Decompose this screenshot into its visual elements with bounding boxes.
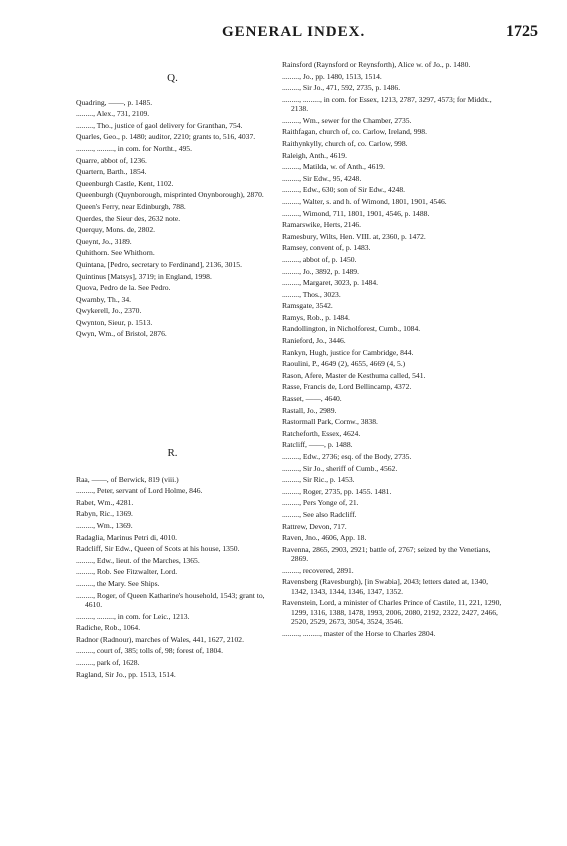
index-entry: Queen's Ferry, near Edinburgh, 788. [76,201,186,211]
index-entry: Rankyn, Hugh, justice for Cambridge, 844. [282,347,414,357]
left-column [76,60,269,681]
index-entry: Qwykerell, Jo., 2370. [76,306,142,316]
page-number: 1725 [506,23,538,40]
index-entry: ........., Wm., 1369. [76,521,133,531]
index-entry: Qwarnby, Th., 34. [76,294,132,304]
index-entry: Ramsey, convent of, p. 1483. [282,243,371,253]
index-entry: Radnor (Radnour), marches of Wales, 441, 1627, 2102. [76,634,244,644]
index-entry: ........., Sir Jo., sheriff of Cumb., 4562. [282,463,398,473]
index-entry: ........., Peter, servant of Lord Holme, 846. [76,486,203,496]
index-entry: Rastall, Jo., 2989. [282,405,337,415]
index-entry: Queynt, Jo., 3189. [76,236,132,246]
entry-list-q [76,98,269,339]
entry-list-right [282,60,502,638]
index-entry: Raoulini, P., 4649 (2), 4655, 4669 (4, 5.) [282,359,406,369]
index-entry: Ragland, Sir Jo., pp. 1513, 1514. [76,669,176,679]
index-entry: Quova, Pedro de la. See Pedro. [76,283,171,293]
index-entry: Ramarswike, Herts, 2146. [282,220,362,230]
index-entry: Rattrew, Devon, 717. [282,521,347,531]
index-entry: Rabet, Wm., 4281. [76,497,134,507]
page-title: GENERAL INDEX. [222,24,366,40]
index-entry: Quartern, Barth., 1854. [76,167,147,177]
index-entry: Qwyn, Wm., of Bristol, 2876. [76,329,167,339]
index-entry: Raleigh, Anth., 4619. [282,150,347,160]
index-entry: Ravensberg (Ravesburgh), [in Swabia], 2043; letters dated at, 1340, 1342, 1343, 1344, 1346, 1347, 1352. [282,577,488,596]
index-entry: Radiche, Rob., 1064. [76,623,141,633]
index-entry: ........., recovered, 2891. [282,565,354,575]
page-header [0,24,567,44]
index-entry: Quarles, Geo., p. 1480; auditor, 2210; grants to, 516, 4037. [76,132,256,142]
index-entry: Raithynkylly, church of, co. Carlow, 998. [282,138,408,148]
section-heading-r: R. [167,447,178,460]
index-entry: Qwynton, Sieur, p. 1513. [76,317,153,327]
index-entry: ........., ........., in com. for Essex, 1213, 2787, 3297, 4573; for Middx., 2138. [282,94,492,114]
index-entry: ........., Rob. See Fitzwalter, Lord. [76,567,178,577]
index-entry: ........., Sir Ric., p. 1453. [282,475,355,485]
index-entry: ........., ........., in com. for Northt., 495. [76,143,193,153]
index-entry: Raa, ——, of Berwick, 819 (viii.) [76,474,179,484]
index-entry: ........., ........., master of the Horse to Charles 2804. [282,628,436,638]
index-entry: ........., Jo., 3892, p. 1489. [282,266,359,276]
index-entry: ........., Edw., lieut. of the Marches, 1365. [76,555,200,565]
index-entry: Radaglia, Marinus Petri di, 4010. [76,532,178,542]
index-entry: Ramys, Rob., p. 1484. [282,312,350,322]
index-entry: Radcliff, Sir Edw., Queen of Scots at his house, 1350. [76,544,240,554]
index-entry: Queenburgh Castle, Kent, 1102. [76,178,174,188]
index-entry: Raven, Jno., 4606, App. 18. [282,533,367,543]
index-entry: ........., Wm., sewer for the Chamber, 2735. [282,115,412,125]
index-entry: Rabyn, Ric., 1369. [76,509,133,519]
index-entry: Ravenna, 2865, 2903, 2921; battle of, 2767; seized by the Venetians, 2869. [282,544,491,564]
index-entry: ........., Tho., justice of gaol delivery for Granthan, 754. [76,120,243,130]
index-entry: ........., See also Radcliff. [282,509,357,519]
index-entry: Raithfagan, church of, co. Carlow, Ireland, 998. [282,127,428,137]
index-entry: ........., Sir Edw., 95, 4248. [282,173,362,183]
index-entry: ........., ........., in com. for Leic., 1213. [76,611,190,621]
index-entry: Quintinus [Matsys], 3719; in England, 1998. [76,271,212,281]
index-entry: Ramsgate, 3542. [282,301,333,311]
index-entry: ........., Edw., 2736; esq. of the Body, 2735. [282,452,412,461]
index-entry: ........., Sir Jo., 471, 592, 2735, p. 1486. [282,83,401,93]
index-entry: ........., park of, 1628. [76,657,140,667]
index-entry: ........., Jo., pp. 1480, 1513, 1514. [282,71,382,81]
index-entry: Ratcliff, ——, p. 1488. [282,440,353,450]
index-entry: ........., Pers Yonge of, 21. [282,498,359,508]
index-entry: Querdes, the Sieur des, 2632 note. [76,213,181,223]
index-entry: Rasse, Francis de, Lord Bellincamp, 4372. [282,382,412,392]
index-entry: Quadring, ——, p. 1485. [76,97,153,107]
index-entry: ........., abbot of, p. 1450. [282,254,357,264]
index-entry: ........., Margaret, 3023, p. 1484. [282,278,379,288]
index-entry: Ranieford, Jo., 3446. [282,336,346,346]
section-heading-q: Q. [167,72,178,84]
index-entry: ........., the Mary. See Ships. [76,579,160,588]
index-entry: ........., Roger, 2735, pp. 1455. 1481. [282,486,392,496]
index-entry: Rasset, ——, 4640. [282,394,342,404]
index-entry: Quintana, [Pedro, secretary to Ferdinand], 2136, 3015. [76,259,242,269]
index-entry: Ravenstein, Lord, a minister of Charles Prince of Castile, 11, 221, 1290, 1299, 1316, 1388, 1478, 1993, 2006, 2080, 2192, 2322, 2427, 2466, 2520, 2529, 2673, 3054, 3524, 3546. [282,598,502,627]
index-entry: Randollington, in Nicholforest, Cumb., 1084. [282,324,421,334]
index-entry: ........., Edw., 630; son of Sir Edw., 4248. [282,185,406,195]
index-entry: Queenburgh (Quynborough, misprinted Onynborough), 2870. [76,190,264,200]
index-entry: ........., court of, 385; tolls of, 98; forest of, 1804. [76,646,224,656]
right-column [282,60,502,640]
entry-list-r [76,475,269,679]
index-entry: ........., Walter, s. and h. of Wimond, 1801, 1901, 4546. [282,196,447,206]
index-entry: Quhithorn. See Whithorn. [76,248,155,258]
index-entry: Ratcheforth, Essex, 4624. [282,428,361,438]
index-entry: ........., Wimond, 711, 1801, 1901, 4546, p. 1488. [282,208,430,218]
index-entry: ........., Thos., 3023. [282,289,341,299]
index-entry: ........., Matilda, w. of Anth., 4619. [282,162,385,172]
index-entry: Querquy, Mons. de, 2802. [76,225,156,235]
index-entry: Ramesbury, Wilts, Hen. VIII. at, 2360, p. 1472. [282,231,426,241]
index-entry: Rastormall Park, Cornw., 3838. [282,417,378,427]
index-entry: Rainsford (Raynsford or Reynsforth), Alice w. of Jo., p. 1480. [282,60,471,69]
index-entry: ........., Alex., 731, 2109. [76,109,150,119]
index-entry: Rason, Afere, Master de Kesthuma called, 541. [282,370,426,380]
index-entry: ........., Roger, of Queen Katharine's household, 1543; grant to, 4610. [76,590,265,609]
index-entry: Quarre, abbot of, 1236. [76,155,147,165]
